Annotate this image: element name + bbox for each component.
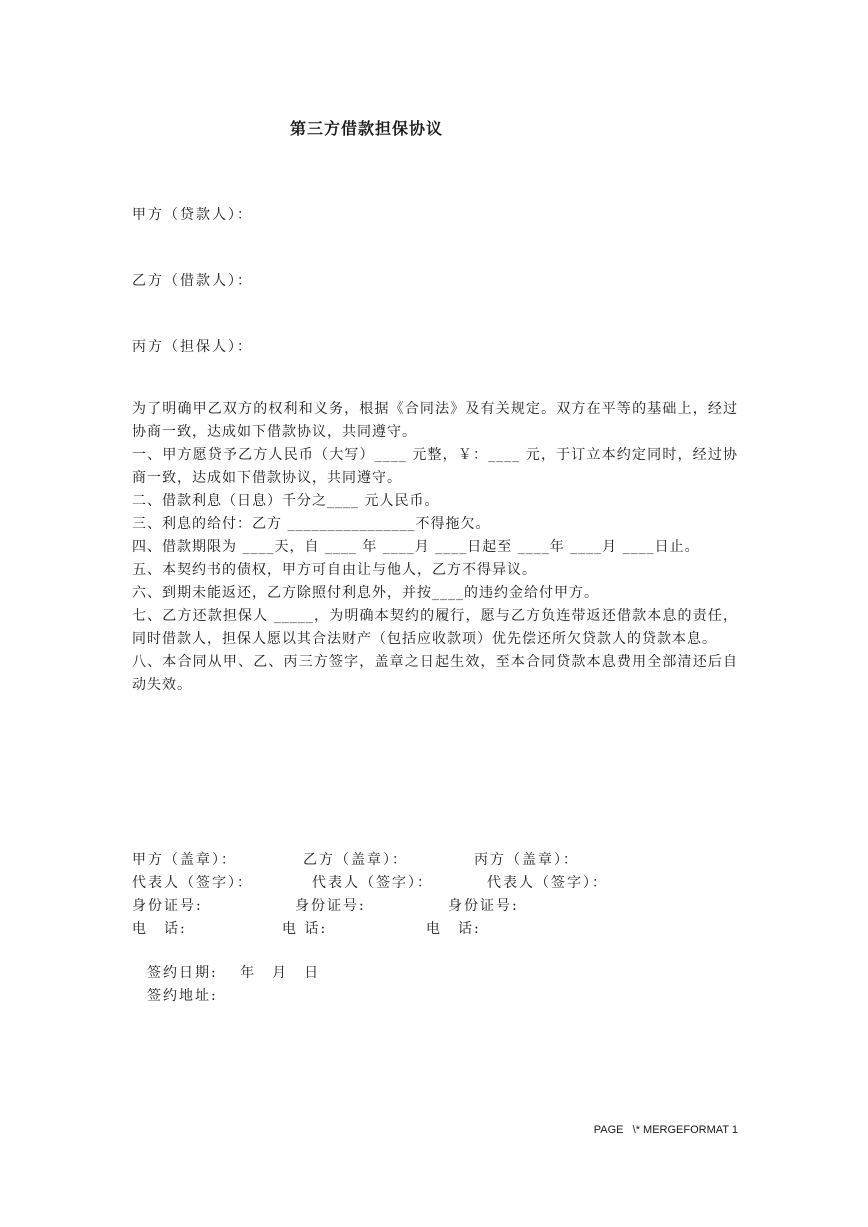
clause-7: 七、乙方还款担保人 _____，为明确本契约的履行，愿与乙方负连带返还借款本息的责任，同时借款人，担保人愿以其合法财产（包括应收款项）优先偿还所欠贷款人的贷款本息。: [132, 608, 738, 647]
party-a-phone: 电 话:: [132, 921, 187, 937]
party-a-id-number: 身份证号:: [132, 898, 203, 914]
party-a-label: 甲方（贷款人）：: [132, 207, 253, 223]
party-b-label: 乙方（借款人）：: [132, 273, 253, 289]
clause-5: 五、本契约书的债权，甲方可自由让与他人，乙方不得异议。: [132, 562, 537, 578]
party-b-id-number: 身份证号:: [295, 898, 366, 914]
party-c-representative: 代表人（签字）：: [487, 875, 608, 891]
party-c-seal: 丙方（盖章）：: [474, 852, 579, 868]
party-b-phone: 电 话:: [282, 921, 328, 937]
party-b-representative: 代表人（签字）：: [312, 875, 433, 891]
page-footer-field: PAGE \* MERGEFORMAT 1: [593, 1124, 738, 1136]
agreement-body: [132, 398, 738, 697]
document-title: 第三方借款担保协议: [290, 119, 444, 138]
clause-1: 一、甲方愿贷予乙方人民币（大写）____ 元整，￥：____ 元，于订立本约定同时，经过协商一致，达成如下借款协议，共同遵守。: [132, 447, 738, 486]
intro-paragraph: 为了明确甲乙双方的权利和义务，根据《合同法》及有关规定。双方在平等的基础上，经过协商一致，达成如下借款协议，共同遵守。: [132, 401, 738, 440]
signing-date: 签约日期: 年 月 日: [147, 965, 321, 981]
clause-4: 四、借款期限为 ____天，自 ____ 年 ____月 ____日起至 ____年 ____月 ____日止。: [132, 539, 700, 555]
clause-6: 六、到期未能返还，乙方除照付利息外，并按____的违约金给付甲方。: [132, 585, 599, 601]
party-c-id-number: 身份证号:: [448, 898, 519, 914]
party-a-seal: 甲方（盖章）：: [132, 852, 237, 868]
clause-8: 八、本合同从甲、乙、丙三方签字，盖章之日起生效，至本合同贷款本息费用全部清还后自动失效。: [132, 654, 738, 693]
signing-place: 签约地址:: [147, 988, 218, 1004]
party-b-seal: 乙方（盖章）：: [303, 852, 408, 868]
party-c-label: 丙方（担保人）：: [132, 339, 253, 355]
clause-2: 二、借款利息（日息）千分之____ 元人民币。: [132, 493, 440, 509]
party-a-representative: 代表人（签字）：: [132, 875, 253, 891]
clause-3: 三、利息的给付：乙方 ________________不得拖欠。: [132, 516, 491, 532]
party-c-phone: 电 话:: [426, 921, 481, 937]
